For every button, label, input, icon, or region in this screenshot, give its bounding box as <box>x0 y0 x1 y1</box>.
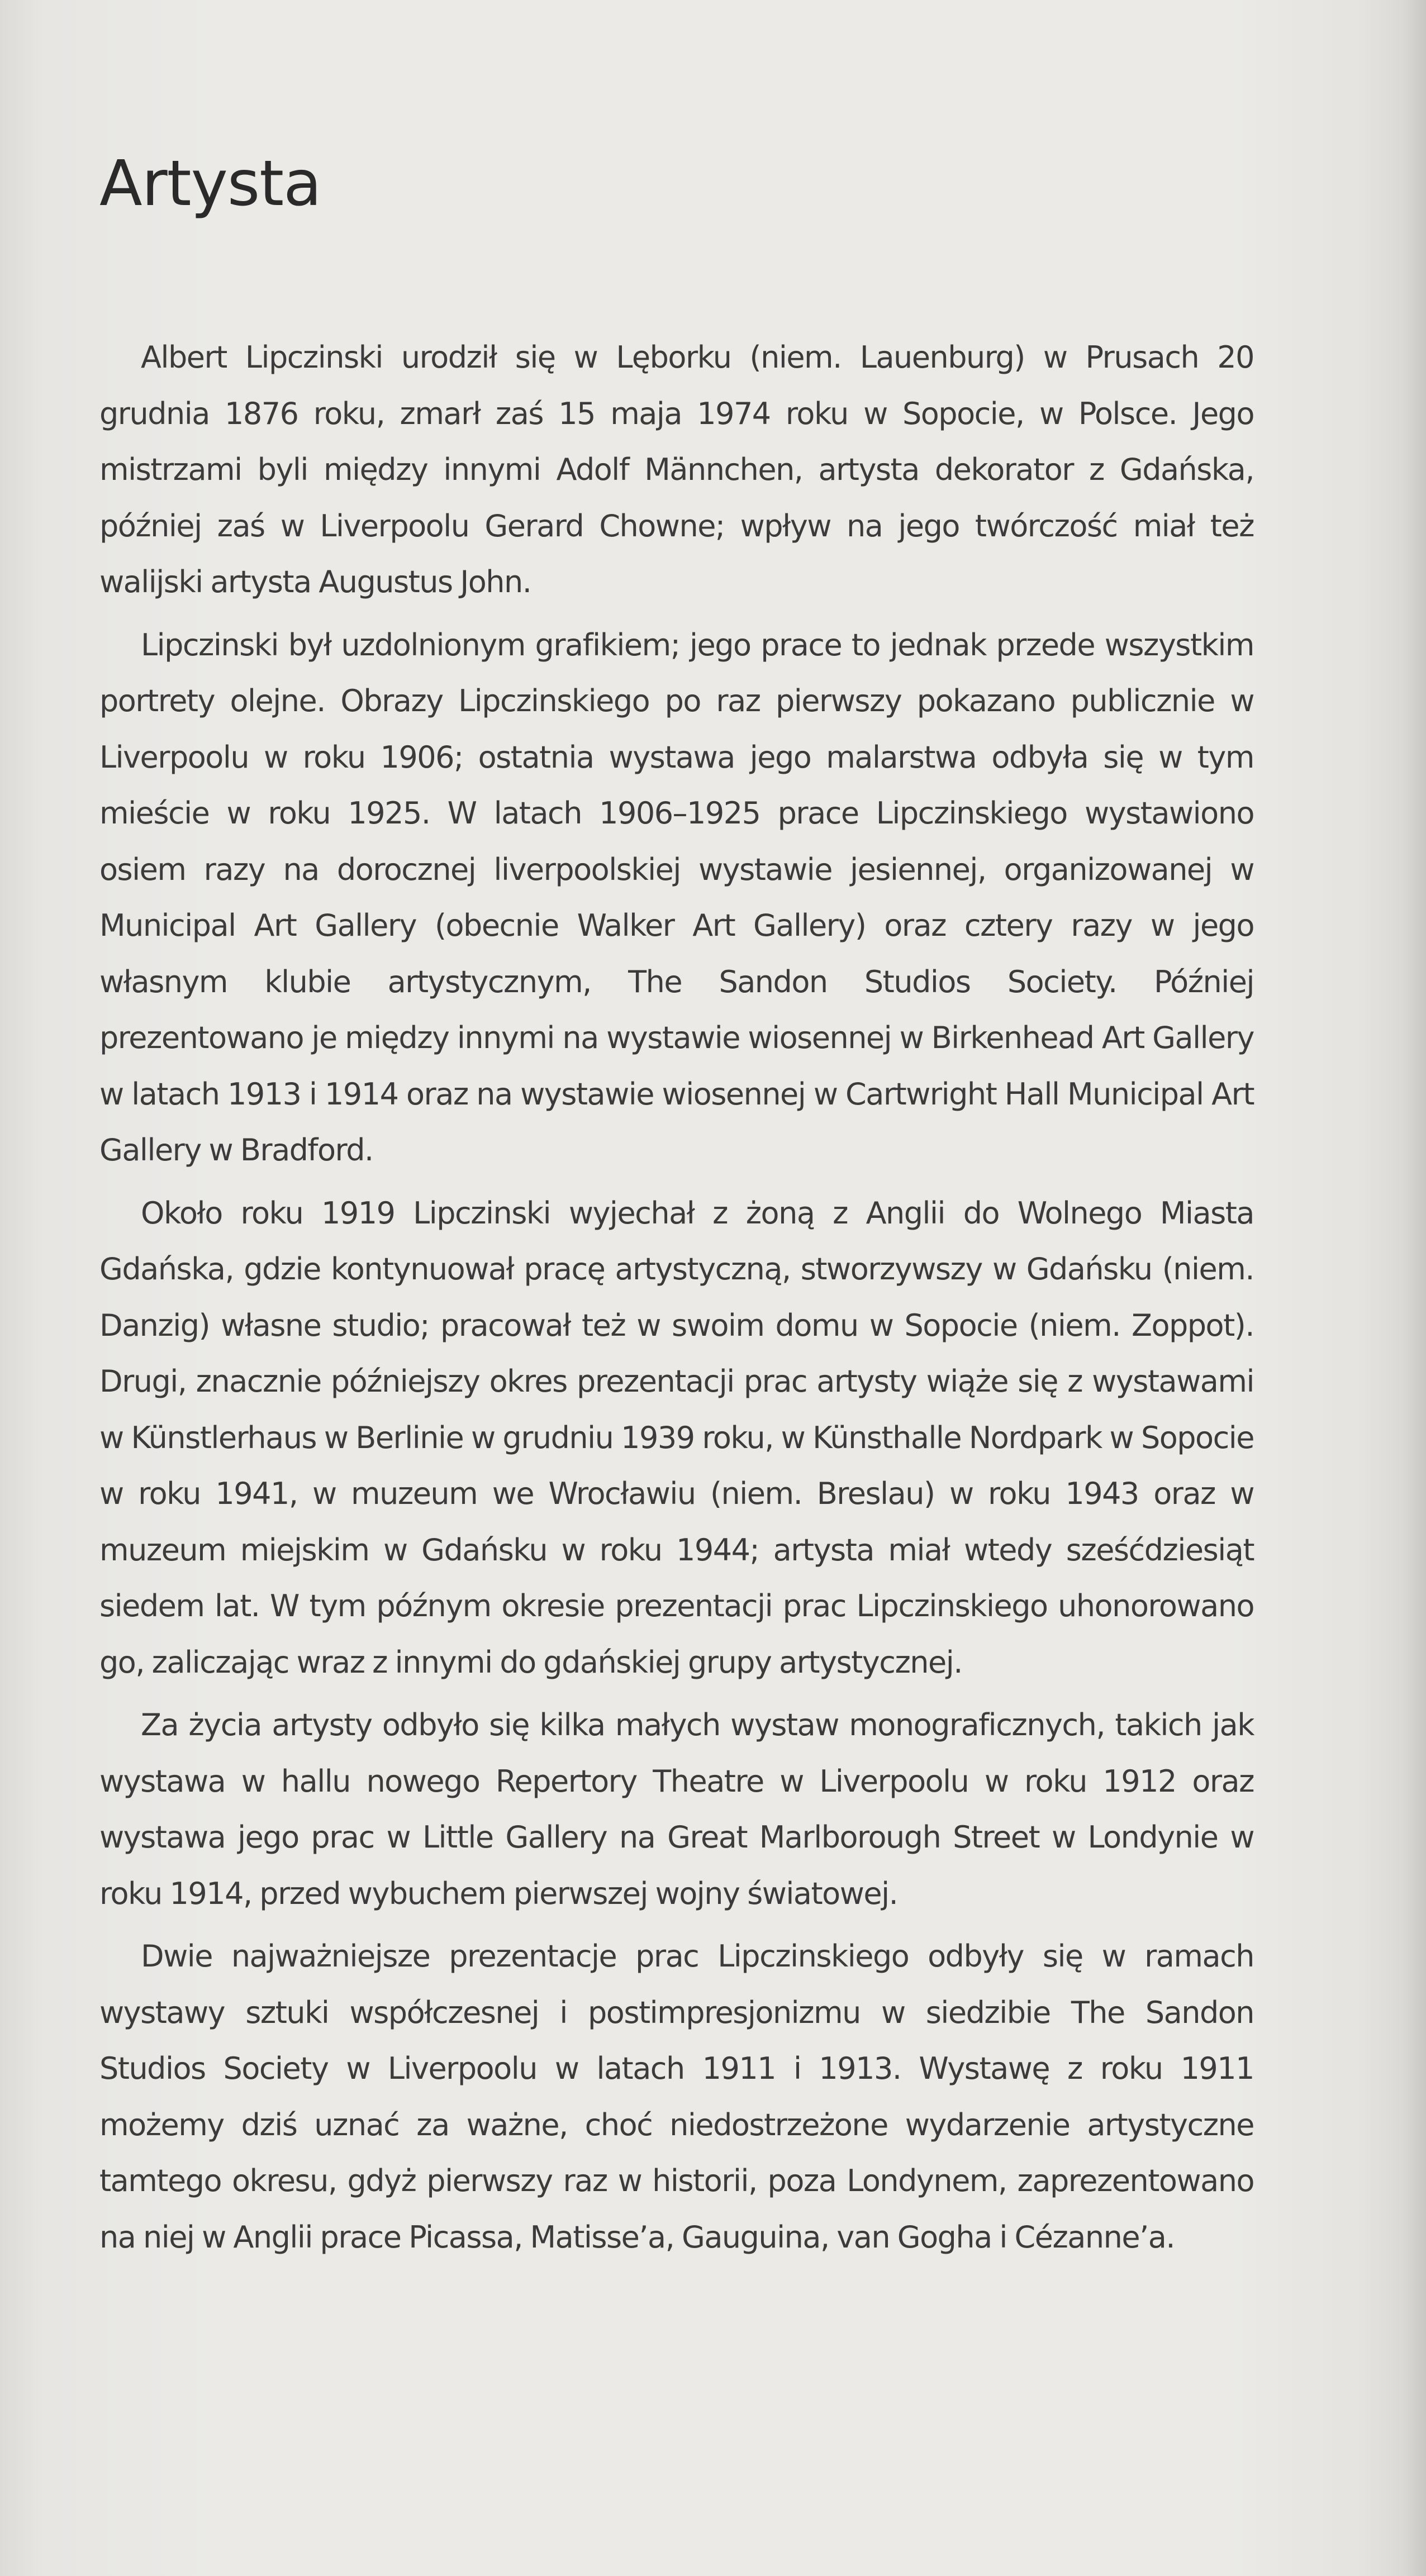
page-title: Artysta <box>99 147 321 220</box>
paragraph-monographic-exhibitions: Za życia artysty odbyło się kilka małych wystaw monograficznych, takich jak wystawa w hallu nowego Repertory Theatre w Liverpoolu w roku 1912 oraz wystawa jego prac w Little Gallery na Great Marlborough Street w Londynie w roku 1914, przed wybuchem pierwszej wojny światowej. <box>99 1707 1254 1911</box>
paragraph-biography: Albert Lipczinski urodził się w Lęborku (niem. Lauenburg) w Prusach 20 grudnia 1876 roku, zmarł zaś 15 maja 1974 roku w Sopocie, w Polsce. Jego mistrzami byli między innymi Adolf Männchen, artysta dekorator z Gdańska, później zaś w Liverpoolu Gerard Chowne; wpływ na jego twórczość miał też walijski artysta Augustus John. <box>99 340 1254 599</box>
body-text <box>99 330 1254 2272</box>
page-edge-shadow <box>1404 0 1426 2576</box>
paragraph-exhibitions-liverpool: Lipczinski był uzdolnionym grafikiem; jego prace to jednak przede wszystkim portrety olejne. Obrazy Lipczinskiego po raz pierwszy pokazano publicznie w Liverpoolu w roku 1906; ostatnia wystawa jego malarstwa odbyła się w tym mieście w roku 1925. W latach 1906–1925 prace Lipczinskiego wystawiono osiem razy na dorocznej liverpoolskiej wystawie jesiennej, organizowanej w Municipal Art Gallery (obecnie Walker Art Gallery) oraz cztery razy w jego własnym klubie artystycznym, The Sandon Studios Society. Później prezentowano je między innymi na wystawie wiosennej w Birkenhead Art Gallery w latach 1913 i 1914 oraz na wystawie wiosennej w Cartwright Hall Municipal Art Gallery w Bradford. <box>99 627 1254 1168</box>
paragraph-gdansk-period: Około roku 1919 Lipczinski wyjechał z żoną z Anglii do Wolnego Miasta Gdańska, gdzie kontynuował pracę artystyczną, stworzywszy w Gdańsku (niem. Danzig) własne studio; pracował też w swoim domu w Sopocie (niem. Zoppot). Drugi, znacznie późniejszy okres prezentacji prac artysty wiąże się z wystawami w Künstlerhaus w Berlinie w grudniu 1939 roku, w Künsthalle Nordpark w Sopocie w roku 1941, w muzeum we Wrocławiu (niem. Breslau) w roku 1943 oraz w muzeum miejskim w Gdańsku w roku 1944; artysta miał wtedy sześćdziesiąt siedem lat. W tym późnym okresie prezentacji prac Lipczinskiego uhonorowano go, zaliczając wraz z innymi do gdańskiej grupy artystycznej. <box>99 1195 1254 1680</box>
paragraph-postimpressionism: Dwie najważniejsze prezentacje prac Lipczinskiego odbyły się w ramach wystawy sztuki współczesnej i postimpresjonizmu w siedzibie The Sandon Studios Society w Liverpoolu w latach 1911 i 1913. Wystawę z roku 1911 możemy dziś uznać za ważne, choć niedostrzeżone wydarzenie artystyczne tamtego okresu, gdyż pierwszy raz w historii, poza Londynem, zaprezentowano na niej w Anglii prace Picassa, Matisse’a, Gauguina, van Gogha i Cézanne’a. <box>99 1939 1254 2255</box>
